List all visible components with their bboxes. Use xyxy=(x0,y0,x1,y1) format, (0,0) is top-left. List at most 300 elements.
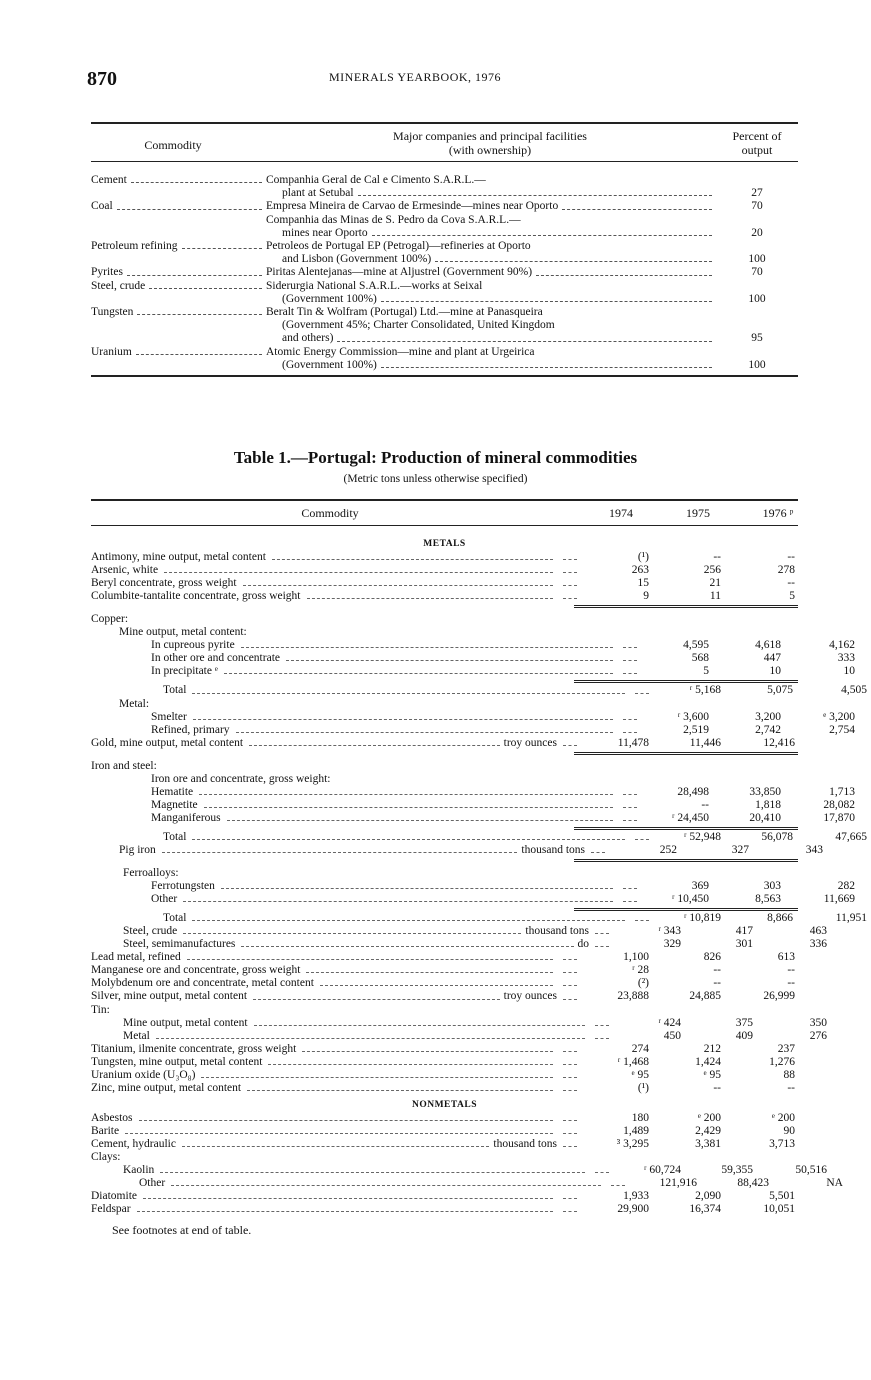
leader-dots xyxy=(187,951,553,960)
row-label xyxy=(91,1203,581,1216)
table-row xyxy=(91,652,855,665)
leader-dots xyxy=(227,812,613,821)
value-1976: 336 xyxy=(809,938,827,951)
value-1976: 88 xyxy=(783,1068,795,1081)
value-1975 xyxy=(681,867,753,880)
facility-line-text: (Government 100%) xyxy=(282,358,377,371)
value-1974: ʳ 60,724 xyxy=(644,1164,681,1177)
row-label xyxy=(91,893,641,906)
facility-line-text: Companhia das Minas de S. Pedro da Cova S.A.R.L.— xyxy=(266,213,521,226)
value-1976: 17,870 xyxy=(823,811,855,824)
value-1974: ʳ 52,948 xyxy=(684,830,721,843)
row-label xyxy=(91,1190,581,1203)
value-1976: NA xyxy=(826,1177,843,1190)
value-1975: -- xyxy=(713,1081,721,1094)
row-label xyxy=(91,665,641,678)
row-label-text: Manganiferous xyxy=(151,811,221,824)
leader-dots-end xyxy=(563,1112,577,1121)
row-label xyxy=(91,812,641,825)
facility-percent-line xyxy=(716,319,798,332)
row-label-text: Tungsten, mine output, metal content xyxy=(91,1055,263,1068)
facility-line xyxy=(266,200,716,213)
value-1976: 10 xyxy=(843,665,855,678)
value-1976: ᵉ 200 xyxy=(771,1111,795,1124)
leader-dots-end xyxy=(623,665,637,674)
row-label xyxy=(91,1164,613,1177)
value-1974: 23,888 xyxy=(617,990,649,1003)
leader-dots-end xyxy=(623,639,637,648)
value-1976: -- xyxy=(787,1081,795,1094)
row-label-text: Molybdenum ore and concentrate, metal content xyxy=(91,977,314,990)
row-label xyxy=(91,880,641,893)
total-rule xyxy=(574,680,798,683)
leader-dots-end xyxy=(595,925,609,934)
row-label-text: Other xyxy=(139,1177,166,1190)
total-rule xyxy=(574,827,798,830)
facility-row xyxy=(91,306,798,346)
value-1974: ʳ 3,600 xyxy=(677,710,709,723)
section-nonmetals xyxy=(91,1099,798,1112)
leader-dots xyxy=(131,174,262,183)
table-row xyxy=(91,1177,843,1190)
leader-dots xyxy=(201,1069,553,1078)
value-1976: 5 xyxy=(789,590,795,603)
row-label-text: Asbestos xyxy=(91,1111,133,1124)
row-label xyxy=(91,1112,581,1125)
facility-line-text: Empresa Mineira de Carvao de Ermesinde—mines near Oporto xyxy=(266,200,559,213)
facility-row xyxy=(91,174,798,200)
value-1974: 369 xyxy=(691,880,709,893)
leader-dots xyxy=(221,880,613,889)
leader-dots xyxy=(171,1177,601,1186)
value-1974: 252 xyxy=(659,843,677,856)
value-1976: 28,082 xyxy=(823,798,855,811)
section-nonmetals-label: NONMETALS xyxy=(411,1099,478,1110)
value-1974: (¹) xyxy=(637,1081,649,1094)
row-label xyxy=(91,1138,581,1151)
table-row xyxy=(91,639,855,652)
facility-commodity xyxy=(91,200,266,240)
leader-dots-end xyxy=(595,938,609,947)
facility-line xyxy=(266,187,716,200)
value-1975: -- xyxy=(713,551,721,564)
table-row xyxy=(91,1125,798,1138)
value-1974: 274 xyxy=(631,1042,649,1055)
production-table-subtitle: (Metric tons unless otherwise specified) xyxy=(343,473,528,485)
value-1974: ʳ 424 xyxy=(658,1016,681,1029)
table-row xyxy=(91,977,798,990)
row-label xyxy=(91,684,653,697)
facility-row xyxy=(91,280,798,306)
row-label xyxy=(91,938,613,951)
value-1976: -- xyxy=(787,977,795,990)
value-1974: 1,100 xyxy=(623,951,649,964)
table-row xyxy=(91,925,827,938)
facility-row xyxy=(91,266,798,279)
value-1975: 20,410 xyxy=(749,811,781,824)
col-header-percent-line2: output xyxy=(741,143,773,157)
col-header-companies-line2: (with ownership) xyxy=(448,143,532,157)
row-label xyxy=(91,613,581,626)
table-row xyxy=(91,830,867,844)
value-1975: 10 xyxy=(769,665,781,678)
value-1976: 12,416 xyxy=(763,736,795,749)
row-label xyxy=(91,760,581,773)
row-label-text: Total xyxy=(163,684,187,697)
row-label-text: Metal xyxy=(123,1029,150,1042)
value-1975: 4,618 xyxy=(755,639,781,652)
value-1975: 3,200 xyxy=(755,710,781,723)
row-label xyxy=(91,964,581,977)
table-row xyxy=(91,1203,798,1216)
value-1975: 301 xyxy=(735,938,753,951)
leader-dots-end xyxy=(563,551,577,560)
section-metals xyxy=(91,538,798,551)
facility-line-text: Piritas Alentejanas—mine at Aljustrel (Government 90%) xyxy=(266,266,533,279)
production-table-body xyxy=(91,538,867,1216)
value-1974: ʳ 1,468 xyxy=(617,1055,649,1068)
leader-dots-end xyxy=(563,951,577,960)
value-1976: 90 xyxy=(783,1124,795,1137)
table-top-rule xyxy=(91,122,798,124)
value-1975: -- xyxy=(713,977,721,990)
row-label-text: Metal: xyxy=(119,697,150,710)
table-row xyxy=(91,964,798,977)
value-1976: ᵉ 3,200 xyxy=(823,710,855,723)
value-1974: 15 xyxy=(637,577,649,590)
leader-dots xyxy=(254,1017,585,1026)
leader-dots xyxy=(162,844,518,853)
facility-commodity-text: Cement xyxy=(91,174,127,186)
row-label xyxy=(91,799,641,812)
row-label-text: Kaolin xyxy=(123,1164,155,1177)
value-1974: ʳ 28 xyxy=(632,964,649,977)
leader-dots xyxy=(204,799,613,808)
value-1974: ʳ 343 xyxy=(658,925,681,938)
row-label xyxy=(91,977,581,990)
value-1974: ʳ 10,819 xyxy=(684,912,721,925)
prod-col-1974: 1974 xyxy=(609,506,633,520)
value-1975: 88,423 xyxy=(737,1177,769,1190)
facility-line xyxy=(266,346,716,359)
table-bottom-rule xyxy=(91,375,798,377)
value-1976: 333 xyxy=(837,652,855,665)
leader-dots-end xyxy=(563,1190,577,1199)
leader-dots-end xyxy=(563,1138,577,1147)
facility-percent-line xyxy=(716,214,798,227)
value-1975 xyxy=(677,626,749,639)
leader-dots-end xyxy=(623,812,637,821)
value-1976: -- xyxy=(787,964,795,977)
facility-commodity-text: Pyrites xyxy=(91,266,123,279)
value-1976: 47,665 xyxy=(835,830,867,843)
facility-commodity-text: Tungsten xyxy=(91,306,134,319)
value-1975: 1,424 xyxy=(695,1055,721,1068)
leader-dots xyxy=(192,831,625,840)
leader-dots xyxy=(286,652,613,661)
leader-dots xyxy=(183,925,521,934)
value-1974: (²) xyxy=(637,977,649,990)
value-1975: 3,381 xyxy=(695,1137,721,1150)
row-label-text: Tin: xyxy=(91,1003,110,1016)
row-label-text: Ferrotungsten xyxy=(151,880,215,893)
facility-commodity xyxy=(91,306,266,346)
value-1974: 568 xyxy=(691,652,709,665)
table-row xyxy=(91,773,798,786)
row-label-text: Mine output, metal content xyxy=(123,1016,248,1029)
value-1975: 303 xyxy=(763,880,781,893)
leader-dots-end xyxy=(563,1125,577,1134)
leader-dots xyxy=(156,1030,585,1039)
table-row xyxy=(91,698,798,711)
value-1974: 9 xyxy=(643,590,649,603)
leader-dots xyxy=(306,964,553,973)
row-label-text: Total xyxy=(163,830,187,843)
facility-description xyxy=(266,200,716,240)
row-label xyxy=(91,844,609,857)
value-1975: 11,446 xyxy=(689,736,721,749)
value-1974: ³ 3,295 xyxy=(616,1137,649,1150)
row-label xyxy=(91,1056,581,1069)
leader-dots-end xyxy=(623,724,637,733)
facility-commodity xyxy=(91,240,266,266)
row-label xyxy=(91,652,641,665)
facility-description xyxy=(266,174,716,200)
leader-dots xyxy=(182,240,262,249)
facility-line-text: and others) xyxy=(282,332,334,345)
leader-dots xyxy=(243,577,553,586)
value-1974: -- xyxy=(701,798,709,811)
table-row xyxy=(91,1069,798,1082)
value-1976: 282 xyxy=(837,880,855,893)
value-1975: 327 xyxy=(731,843,749,856)
value-1974 xyxy=(581,1004,649,1017)
table-row xyxy=(91,564,798,577)
table-row xyxy=(91,737,798,750)
facility-percent-line: 20 xyxy=(751,226,763,239)
leader-dots-end xyxy=(623,786,637,795)
value-1975: 59,355 xyxy=(721,1164,753,1177)
facility-line xyxy=(266,266,716,279)
value-1976: 5,501 xyxy=(769,1190,795,1203)
value-1975: 33,850 xyxy=(749,785,781,798)
table-row xyxy=(91,760,798,773)
facility-commodity xyxy=(91,174,266,200)
row-label-text: Hematite xyxy=(151,785,194,798)
table-row xyxy=(91,880,855,893)
value-1976: 3,713 xyxy=(769,1137,795,1150)
leader-dots xyxy=(247,1082,553,1091)
value-1975: 8,563 xyxy=(755,893,781,906)
table-row xyxy=(91,1112,798,1125)
value-1976: 1,276 xyxy=(769,1055,795,1068)
value-1974: 28,498 xyxy=(677,785,709,798)
leader-dots xyxy=(536,266,712,275)
row-label xyxy=(91,1151,581,1164)
value-1974: 5 xyxy=(703,665,709,678)
facility-commodity-line xyxy=(91,174,266,187)
table-row xyxy=(91,1016,827,1030)
row-label-text: Magnetite xyxy=(151,798,198,811)
leader-dots xyxy=(127,266,262,275)
value-1976: 26,999 xyxy=(763,990,795,1003)
value-1975: 409 xyxy=(735,1029,753,1042)
leader-dots-end xyxy=(611,1177,625,1186)
row-label-text: Copper: xyxy=(91,613,129,626)
facilities-table-body xyxy=(91,174,798,372)
value-1974 xyxy=(609,626,677,639)
value-1975: -- xyxy=(713,964,721,977)
page-number: 870 xyxy=(87,68,117,90)
leader-dots xyxy=(137,1203,553,1212)
value-1976: 276 xyxy=(809,1029,827,1042)
facility-commodity-line xyxy=(91,306,266,319)
row-label-text: Refined, primary xyxy=(151,723,230,736)
leader-dots-end xyxy=(563,577,577,586)
leader-dots xyxy=(372,227,712,236)
value-1974: (¹) xyxy=(637,551,649,564)
table-row xyxy=(91,710,855,724)
leader-dots-end xyxy=(563,964,577,973)
row-label xyxy=(91,551,581,564)
leader-dots xyxy=(562,200,712,209)
row-label xyxy=(91,1017,613,1030)
facility-line-text: Siderurgia National S.A.R.L.—works at Seixal xyxy=(266,279,483,292)
row-unit: thousand tons xyxy=(521,843,585,856)
row-label xyxy=(91,1043,581,1056)
table-row xyxy=(91,1190,798,1203)
value-1976: 343 xyxy=(805,843,823,856)
table-row xyxy=(91,893,855,906)
facility-percent xyxy=(716,346,798,372)
value-1974 xyxy=(581,1151,649,1164)
value-1976: 350 xyxy=(809,1016,827,1029)
value-1975: 2,090 xyxy=(695,1190,721,1203)
table-header-rule xyxy=(91,161,798,162)
leader-dots-end xyxy=(563,977,577,986)
facility-line xyxy=(266,280,716,293)
facility-line xyxy=(266,293,716,306)
value-1974: 121,916 xyxy=(659,1177,697,1190)
value-1976: 4,505 xyxy=(841,684,867,697)
row-label-text: Diatomite xyxy=(91,1190,137,1203)
value-1974: 180 xyxy=(631,1111,649,1124)
value-1975 xyxy=(677,698,749,711)
table-row xyxy=(91,613,798,626)
total-rule xyxy=(574,752,798,755)
row-label-text: Clays: xyxy=(91,1151,121,1164)
row-label-text: In precipitate ᵉ xyxy=(151,665,218,678)
leader-dots xyxy=(241,938,573,947)
row-label-text: Arsenic, white xyxy=(91,564,159,577)
value-1975: 375 xyxy=(735,1016,753,1029)
row-label-text: Steel, crude xyxy=(123,925,178,938)
facility-line-text: mines near Oporto xyxy=(282,226,368,239)
table-row xyxy=(91,867,798,880)
value-1975: 1,818 xyxy=(755,798,781,811)
facility-line xyxy=(266,332,716,345)
row-label xyxy=(91,1082,581,1095)
value-1976 xyxy=(721,1004,795,1017)
value-1974: ᵉ 95 xyxy=(631,1068,649,1081)
facility-description xyxy=(266,280,716,306)
value-1976 xyxy=(781,773,855,786)
facility-percent-line: 27 xyxy=(751,187,763,200)
row-label-text: Zinc, mine output, metal content xyxy=(91,1081,242,1094)
row-label-text: Gold, mine output, metal content xyxy=(91,736,244,749)
row-label xyxy=(91,711,641,724)
leader-dots xyxy=(307,590,554,599)
leader-dots xyxy=(149,280,262,289)
row-label xyxy=(91,990,581,1003)
table-row xyxy=(91,665,855,678)
leader-dots-end xyxy=(623,711,637,720)
facility-commodity-text: Petroleum refining xyxy=(91,240,178,253)
leader-dots-end xyxy=(595,1030,609,1039)
row-label-text: Iron ore and concentrate, gross weight: xyxy=(151,772,331,785)
value-1974: 2,519 xyxy=(683,723,709,736)
value-1976: 4,162 xyxy=(829,639,855,652)
facility-row xyxy=(91,240,798,266)
facility-percent-line: 100 xyxy=(748,292,766,305)
row-label xyxy=(91,831,653,844)
row-label-text: Columbite-tantalite concentrate, gross weight xyxy=(91,590,301,603)
facility-commodity-text: Steel, crude xyxy=(91,279,146,292)
facility-row xyxy=(91,346,798,372)
value-1974: 4,595 xyxy=(683,639,709,652)
value-1974: ʳ 10,450 xyxy=(672,893,709,906)
total-rule xyxy=(574,859,798,862)
value-1976: 2,754 xyxy=(829,723,855,736)
table-row xyxy=(91,723,855,737)
leader-dots-end xyxy=(623,893,637,902)
value-1975: 5,075 xyxy=(767,684,793,697)
value-1976: 613 xyxy=(777,951,795,964)
total-rule xyxy=(574,605,798,608)
facility-percent xyxy=(716,280,798,306)
leader-dots xyxy=(435,253,712,262)
facility-percent-line xyxy=(716,280,798,293)
row-label xyxy=(91,786,641,799)
table-row xyxy=(91,811,855,825)
leader-dots xyxy=(125,1125,553,1134)
row-label-text: Feldspar xyxy=(91,1203,131,1216)
facility-row xyxy=(91,200,798,240)
facility-description xyxy=(266,240,716,266)
leader-dots-end xyxy=(595,1017,609,1026)
col-header-percent xyxy=(716,129,798,157)
running-title: MINERALS YEARBOOK, 1976 xyxy=(329,70,502,84)
row-label xyxy=(91,1069,581,1082)
prod-col-1976: 1976 ᵖ xyxy=(762,506,794,520)
facility-line xyxy=(266,214,716,227)
leader-dots xyxy=(224,665,613,674)
leader-dots-end xyxy=(591,844,605,853)
facility-percent-line xyxy=(716,306,798,319)
facility-description xyxy=(266,266,716,279)
facility-line xyxy=(266,306,716,319)
facility-percent xyxy=(716,306,798,346)
table-row xyxy=(91,590,798,603)
col-header-companies-line1: Major companies and principal facilities xyxy=(393,129,587,143)
value-1976: -- xyxy=(787,577,795,590)
production-header-rule xyxy=(91,525,798,526)
row-label-text: In cupreous pyrite xyxy=(151,639,235,652)
leader-dots xyxy=(193,711,613,720)
facility-commodity-text: Uranium xyxy=(91,345,132,358)
table-row xyxy=(91,626,798,639)
row-label xyxy=(91,626,609,639)
